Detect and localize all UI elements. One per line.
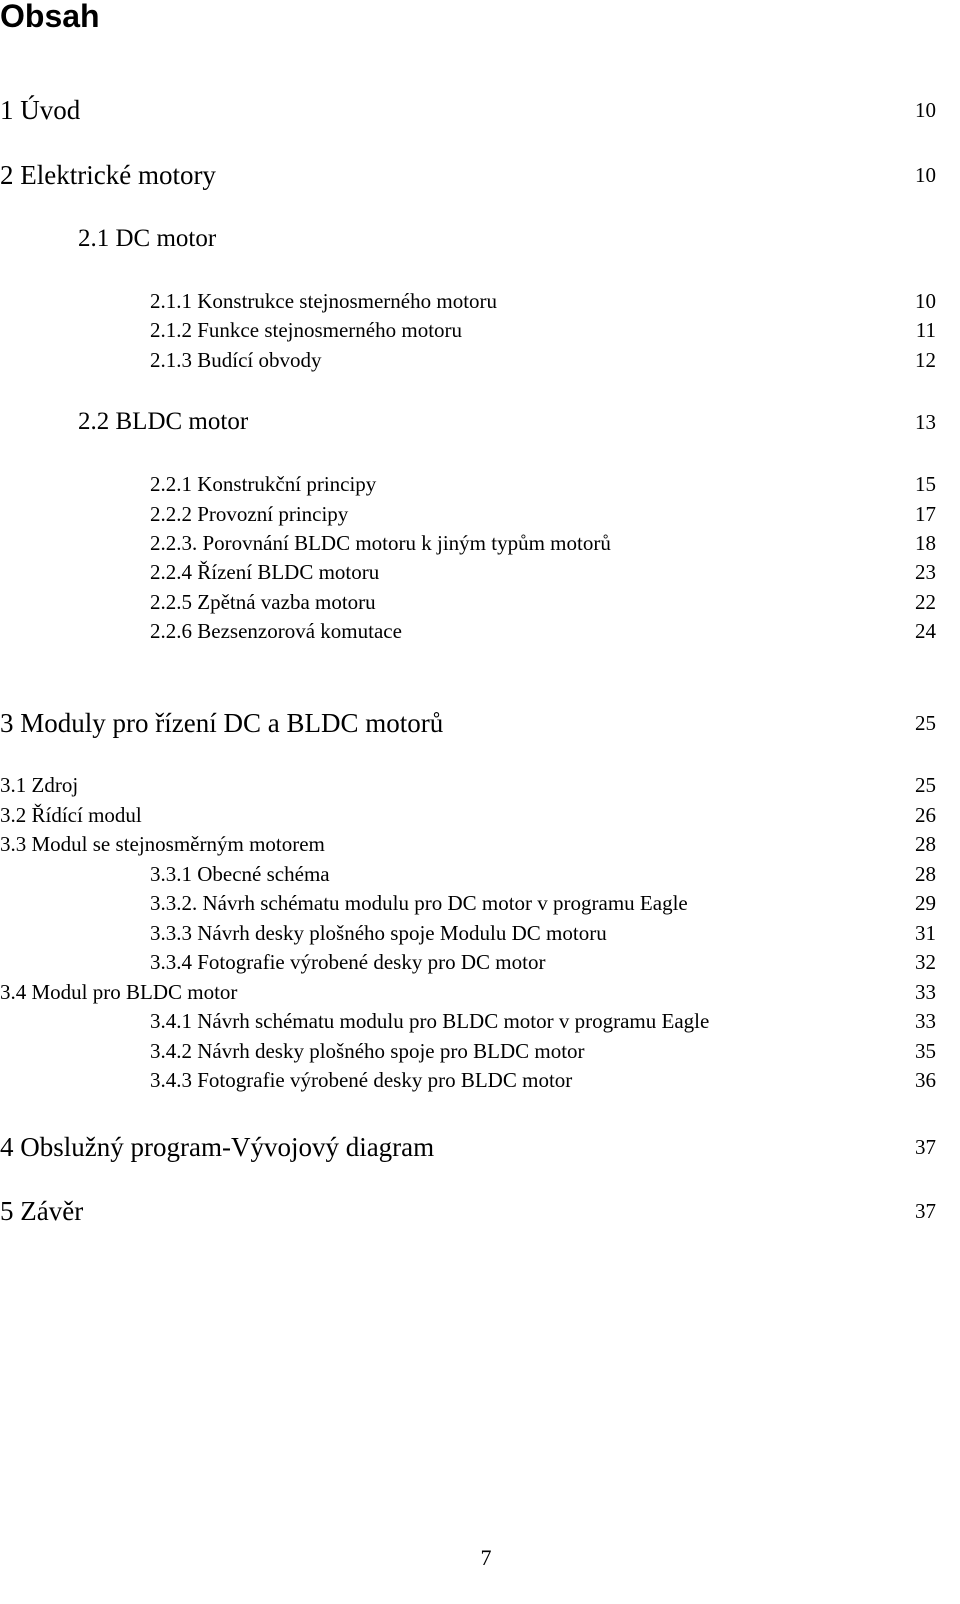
toc-entry-label: 3.3.4 Fotografie výrobené desky pro DC motor	[150, 950, 546, 974]
toc-entry[interactable]	[0, 1037, 936, 1065]
toc-entry-label: 3 Moduly pro řízení DC a BLDC motorů	[0, 708, 444, 738]
toc-entry[interactable]	[0, 1007, 936, 1035]
toc-entry[interactable]	[0, 617, 936, 645]
toc-entry-page: 24	[915, 619, 936, 643]
toc-entry[interactable]	[0, 408, 936, 436]
toc-entry[interactable]	[0, 161, 936, 189]
toc-entry[interactable]	[0, 801, 936, 829]
toc-entry-page: 31	[915, 921, 936, 945]
toc-entry-label: 2.2.1 Konstrukční principy	[150, 472, 377, 496]
toc-entry-page: 10	[915, 163, 936, 187]
toc-entry[interactable]	[0, 346, 936, 374]
toc-entry-label: 3.4.1 Návrh schématu modulu pro BLDC motor v programu Eagle	[150, 1009, 710, 1033]
toc-entry[interactable]	[0, 889, 936, 917]
toc-entry-page: 23	[915, 560, 936, 584]
toc-entry-page: 28	[915, 862, 936, 886]
toc-entry-page: 32	[915, 950, 936, 974]
toc-entry-label: 2.2.5 Zpětná vazba motoru	[150, 590, 376, 614]
toc-entry-label: 4 Obslužný program-Vývojový diagram	[0, 1132, 435, 1162]
toc-entry[interactable]	[0, 709, 936, 737]
toc-entry-page: 15	[915, 472, 936, 496]
toc-entry[interactable]	[0, 529, 936, 557]
toc-entry-label: 3.2 Řídící modul	[0, 803, 142, 827]
toc-entry-page: 37	[915, 1135, 936, 1159]
page-title: Obsah	[0, 0, 100, 34]
toc-entry-page: 13	[915, 410, 936, 434]
toc-entry-page: 10	[915, 98, 936, 122]
toc-entry-label: 3.4 Modul pro BLDC motor	[0, 980, 238, 1004]
toc-entry-page: 29	[915, 891, 936, 915]
toc-entry-page: 11	[915, 318, 936, 342]
toc-entry[interactable]	[0, 948, 936, 976]
toc-entry[interactable]	[0, 919, 936, 947]
toc-entry-label: 2.2.6 Bezsenzorová komutace	[150, 619, 402, 643]
toc-entry-page: 33	[915, 1009, 936, 1033]
toc-entry[interactable]	[0, 588, 936, 616]
toc-entry-page: 36	[915, 1068, 936, 1092]
toc-entry-label: 2 Elektrické motory	[0, 160, 216, 190]
toc-entry-label: 2.2.3. Porovnání BLDC motoru k jiným typům motorů	[150, 531, 611, 555]
toc-entry[interactable]	[0, 287, 936, 315]
toc-entry[interactable]	[0, 830, 936, 858]
toc-entry-label: 2.2.4 Řízení BLDC motoru	[150, 560, 380, 584]
toc-entry-page: 10	[915, 289, 936, 313]
toc-entry[interactable]	[0, 978, 936, 1006]
toc-entry-page: 25	[915, 773, 936, 797]
toc-entry[interactable]	[0, 470, 936, 498]
toc-entry-label: 2.2 BLDC motor	[78, 408, 249, 435]
toc-entry-label: 2.1.1 Konstrukce stejnosmerného motoru	[150, 289, 498, 313]
toc-entry[interactable]	[0, 771, 936, 799]
toc-entry-page: 35	[915, 1039, 936, 1063]
toc-entry-page: 37	[915, 1199, 936, 1223]
toc-entry-page: 25	[915, 711, 936, 735]
toc-entry-label: 3.3.2. Návrh schématu modulu pro DC motor v programu Eagle	[150, 891, 688, 915]
toc-entry-label: 3.3.3 Návrh desky plošného spoje Modulu DC motoru	[150, 921, 607, 945]
toc-entry-page: 33	[915, 980, 936, 1004]
toc-entry-label: 2.1.3 Budící obvody	[150, 348, 322, 372]
toc-entry-label: 3.3 Modul se stejnosměrným motorem	[0, 832, 325, 856]
toc-entry-label: 5 Závěr	[0, 1196, 84, 1226]
toc-entry-page: 22	[915, 590, 936, 614]
toc-entry-label: 3.4.2 Návrh desky plošného spoje pro BLDC motor	[150, 1039, 585, 1063]
toc-entry-label: 2.1 DC motor	[78, 225, 217, 252]
toc-entry-page: 18	[915, 531, 936, 555]
toc-entry-label: 3.1 Zdroj	[0, 773, 79, 797]
toc-entry-label: 3.4.3 Fotografie výrobené desky pro BLDC motor	[150, 1068, 573, 1092]
toc-entry-page: 17	[915, 502, 936, 526]
toc-entry[interactable]	[0, 860, 936, 888]
toc-entry[interactable]	[0, 1066, 936, 1094]
toc-entry-page: 28	[915, 832, 936, 856]
toc-entry[interactable]	[0, 1133, 936, 1161]
toc-entry-page: 12	[915, 348, 936, 372]
toc-entry-label: 2.2.2 Provozní principy	[150, 502, 349, 526]
toc-entry[interactable]	[0, 225, 936, 253]
toc-entry-label: 1 Úvod	[0, 95, 81, 125]
toc-entry[interactable]	[0, 96, 936, 124]
toc-entry-label: 3.3.1 Obecné schéma	[150, 862, 330, 886]
toc-entry-page: 26	[915, 803, 936, 827]
toc-entry[interactable]	[0, 316, 936, 344]
toc-entry[interactable]	[0, 558, 936, 586]
toc-entry[interactable]	[0, 500, 936, 528]
toc-entry-label: 2.1.2 Funkce stejnosmerného motoru	[150, 318, 463, 342]
toc-entry[interactable]	[0, 1197, 936, 1225]
page-number: 7	[480, 1545, 492, 1570]
